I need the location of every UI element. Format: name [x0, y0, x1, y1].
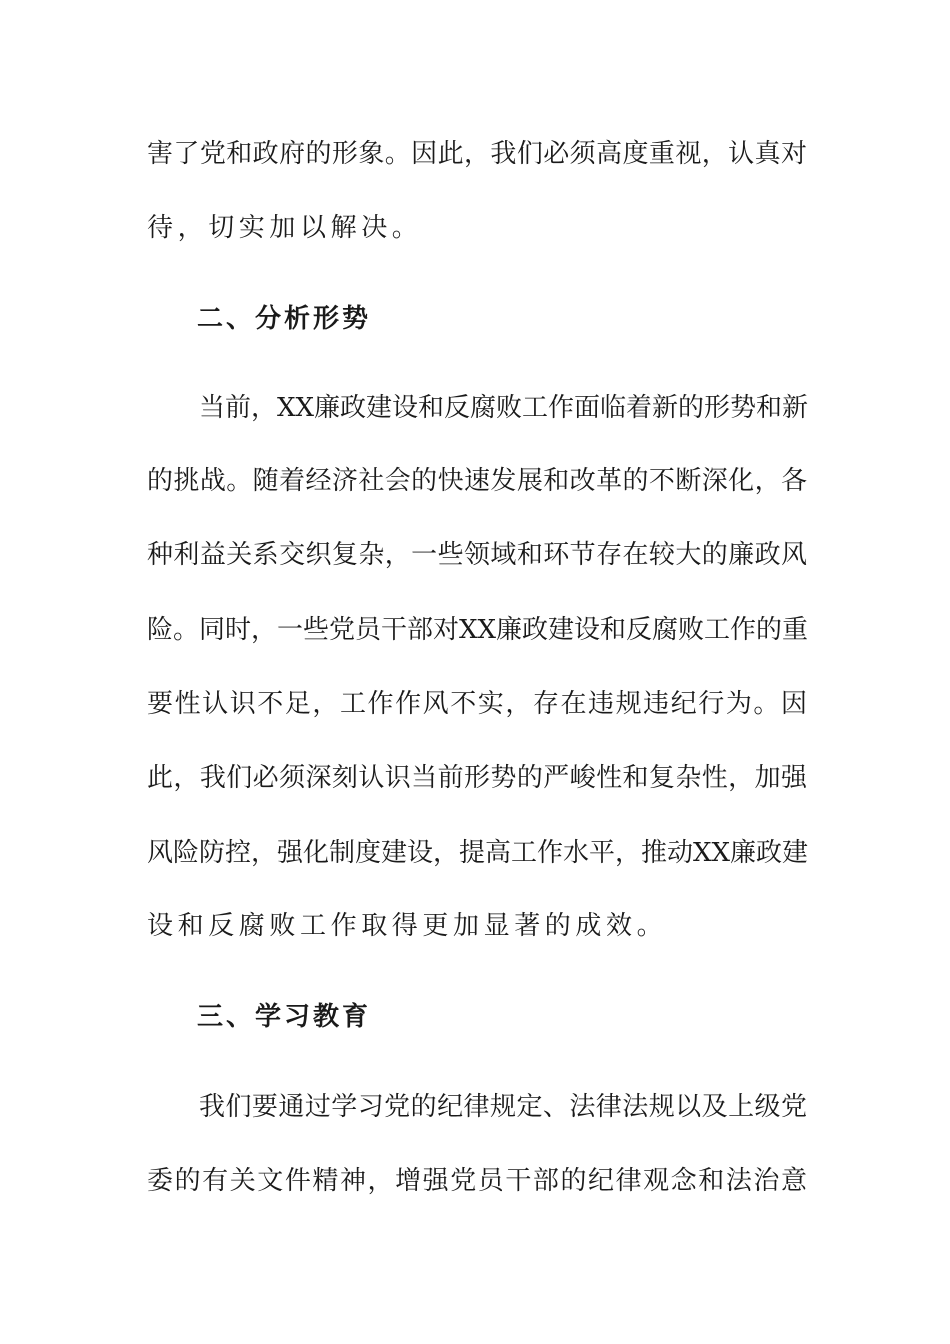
paragraph-line: 险。同时，一些党员干部对XX廉政建设和反腐败工作的重 — [147, 615, 809, 645]
paragraph-line: 我们要通过学习党的纪律规定、法律法规以及上级党 — [199, 1092, 807, 1122]
paragraph-line: 委的有关文件精神，增强党员干部的纪律观念和法治意 — [147, 1166, 807, 1196]
paragraph-line: 此，我们必须深刻认识当前形势的严峻性和复杂性，加强 — [147, 763, 807, 793]
section-heading-2: 二、分析形势 — [197, 304, 372, 334]
paragraph-line: 设和反腐败工作取得更加显著的成效。 — [147, 911, 668, 941]
paragraph-line: 要性认识不足，工作作风不实，存在违规违纪行为。因 — [147, 689, 807, 719]
section-heading-3: 三、学习教育 — [197, 1002, 372, 1032]
paragraph-line: 风险防控，强化制度建设，提高工作水平，推动XX廉政建 — [147, 838, 809, 868]
paragraph-line: 待，切实加以解决。 — [147, 213, 423, 243]
paragraph-line: 当前，XX廉政建设和反腐败工作面临着新的形势和新 — [199, 393, 809, 423]
paragraph-line: 种利益关系交织复杂，一些领域和环节存在较大的廉政风 — [147, 540, 807, 570]
paragraph-line: 害了党和政府的形象。因此，我们必须高度重视，认真对 — [147, 139, 807, 169]
paragraph-line: 的挑战。随着经济社会的快速发展和改革的不断深化，各 — [147, 466, 807, 496]
